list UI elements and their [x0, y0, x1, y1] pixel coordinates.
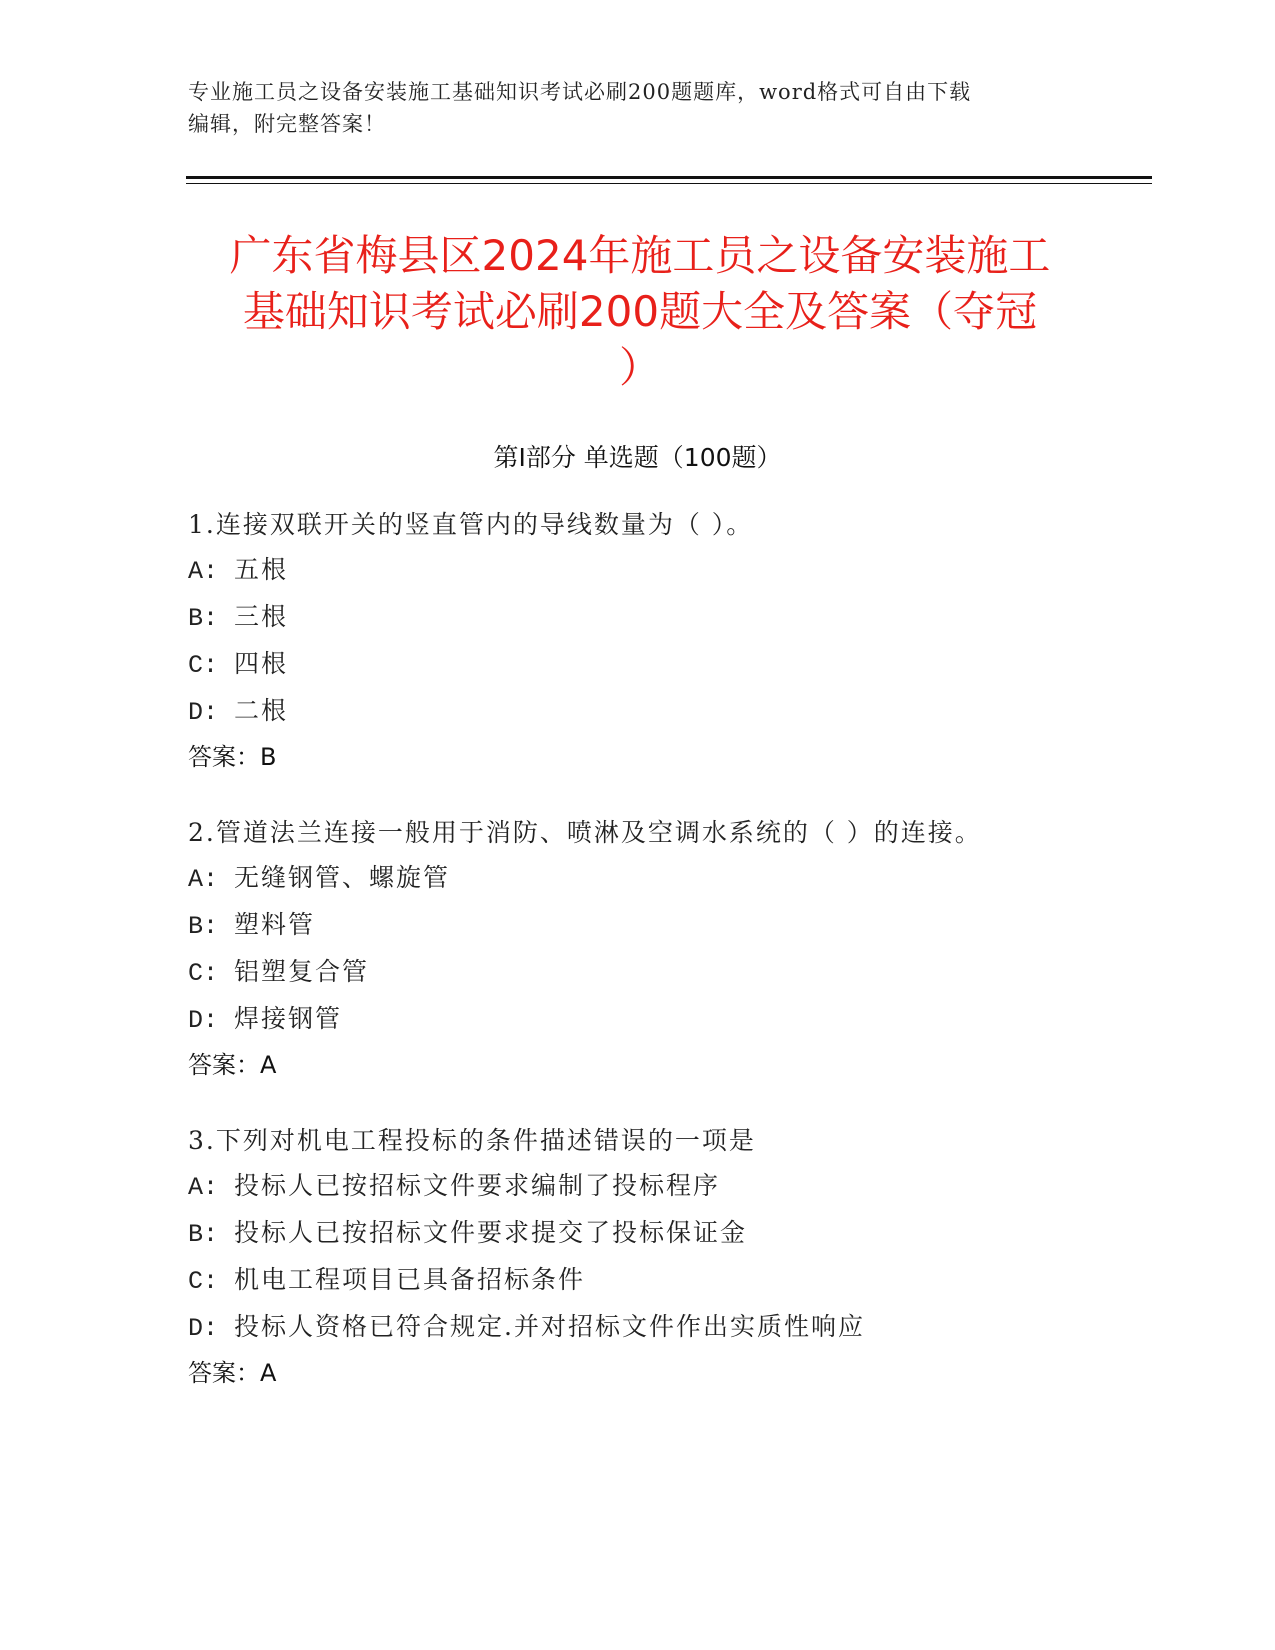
document-title	[160, 228, 1120, 396]
option-text: 机电工程项目已具备招标条件	[234, 1265, 586, 1294]
option-b	[188, 594, 1148, 641]
option-b	[188, 1210, 1148, 1257]
option-key: A:	[188, 557, 219, 586]
answer-line: 答案：A	[188, 1051, 277, 1079]
header-rule-thin	[186, 183, 1152, 184]
option-key: C:	[188, 651, 219, 680]
document-title-line2: 基础知识考试必刷200题大全及答案（夺冠	[242, 287, 1038, 336]
option-c	[188, 949, 1148, 996]
option-key: B:	[188, 604, 219, 633]
option-text: 四根	[234, 649, 289, 678]
option-text: 无缝钢管、螺旋管	[234, 863, 451, 892]
option-text: 投标人已按招标文件要求编制了投标程序	[234, 1171, 721, 1200]
question-stem: 1.连接双联开关的竖直管内的导线数量为（ ）。	[188, 510, 754, 539]
question-3	[188, 1118, 1148, 1396]
option-key: C:	[188, 1267, 219, 1296]
option-d	[188, 688, 1148, 735]
option-key: A:	[188, 865, 219, 894]
document-title-line3: ）	[618, 343, 661, 392]
option-text: 三根	[234, 602, 289, 631]
option-a	[188, 855, 1148, 902]
question-2	[188, 810, 1148, 1088]
option-a	[188, 1163, 1148, 1210]
option-d	[188, 1304, 1148, 1351]
answer-line: 答案：B	[188, 743, 277, 771]
option-text: 投标人资格已符合规定.并对招标文件作出实质性响应	[234, 1312, 865, 1341]
option-text: 二根	[234, 696, 289, 725]
question-stem: 3.下列对机电工程投标的条件描述错误的一项是	[188, 1126, 756, 1155]
document-title-line1: 广东省梅县区2024年施工员之设备安装施工	[229, 231, 1051, 280]
option-key: D:	[188, 1006, 219, 1035]
option-d	[188, 996, 1148, 1043]
option-key: C:	[188, 959, 219, 988]
header-note	[188, 76, 1088, 140]
option-text: 投标人已按招标文件要求提交了投标保证金	[234, 1218, 748, 1247]
option-key: D:	[188, 698, 219, 727]
option-c	[188, 641, 1148, 688]
header-note-line1: 专业施工员之设备安装施工基础知识考试必刷200题题库，word格式可自由下载	[188, 80, 972, 104]
section-heading: 第Ⅰ部分 单选题（100题）	[493, 443, 782, 472]
option-text: 焊接钢管	[234, 1004, 343, 1033]
answer-line: 答案：A	[188, 1359, 277, 1387]
option-c	[188, 1257, 1148, 1304]
option-a	[188, 547, 1148, 594]
option-key: D:	[188, 1314, 219, 1343]
option-text: 铝塑复合管	[234, 957, 370, 986]
option-key: A:	[188, 1173, 219, 1202]
question-stem: 2.管道法兰连接一般用于消防、喷淋及空调水系统的（ ）的连接。	[188, 818, 982, 847]
option-b	[188, 902, 1148, 949]
header-rule-thick	[186, 176, 1152, 179]
option-key: B:	[188, 912, 219, 941]
option-key: B:	[188, 1220, 219, 1249]
option-text: 五根	[234, 555, 289, 584]
question-1	[188, 502, 1148, 780]
option-text: 塑料管	[234, 910, 316, 939]
header-note-line2: 编辑，附完整答案！	[188, 112, 386, 136]
